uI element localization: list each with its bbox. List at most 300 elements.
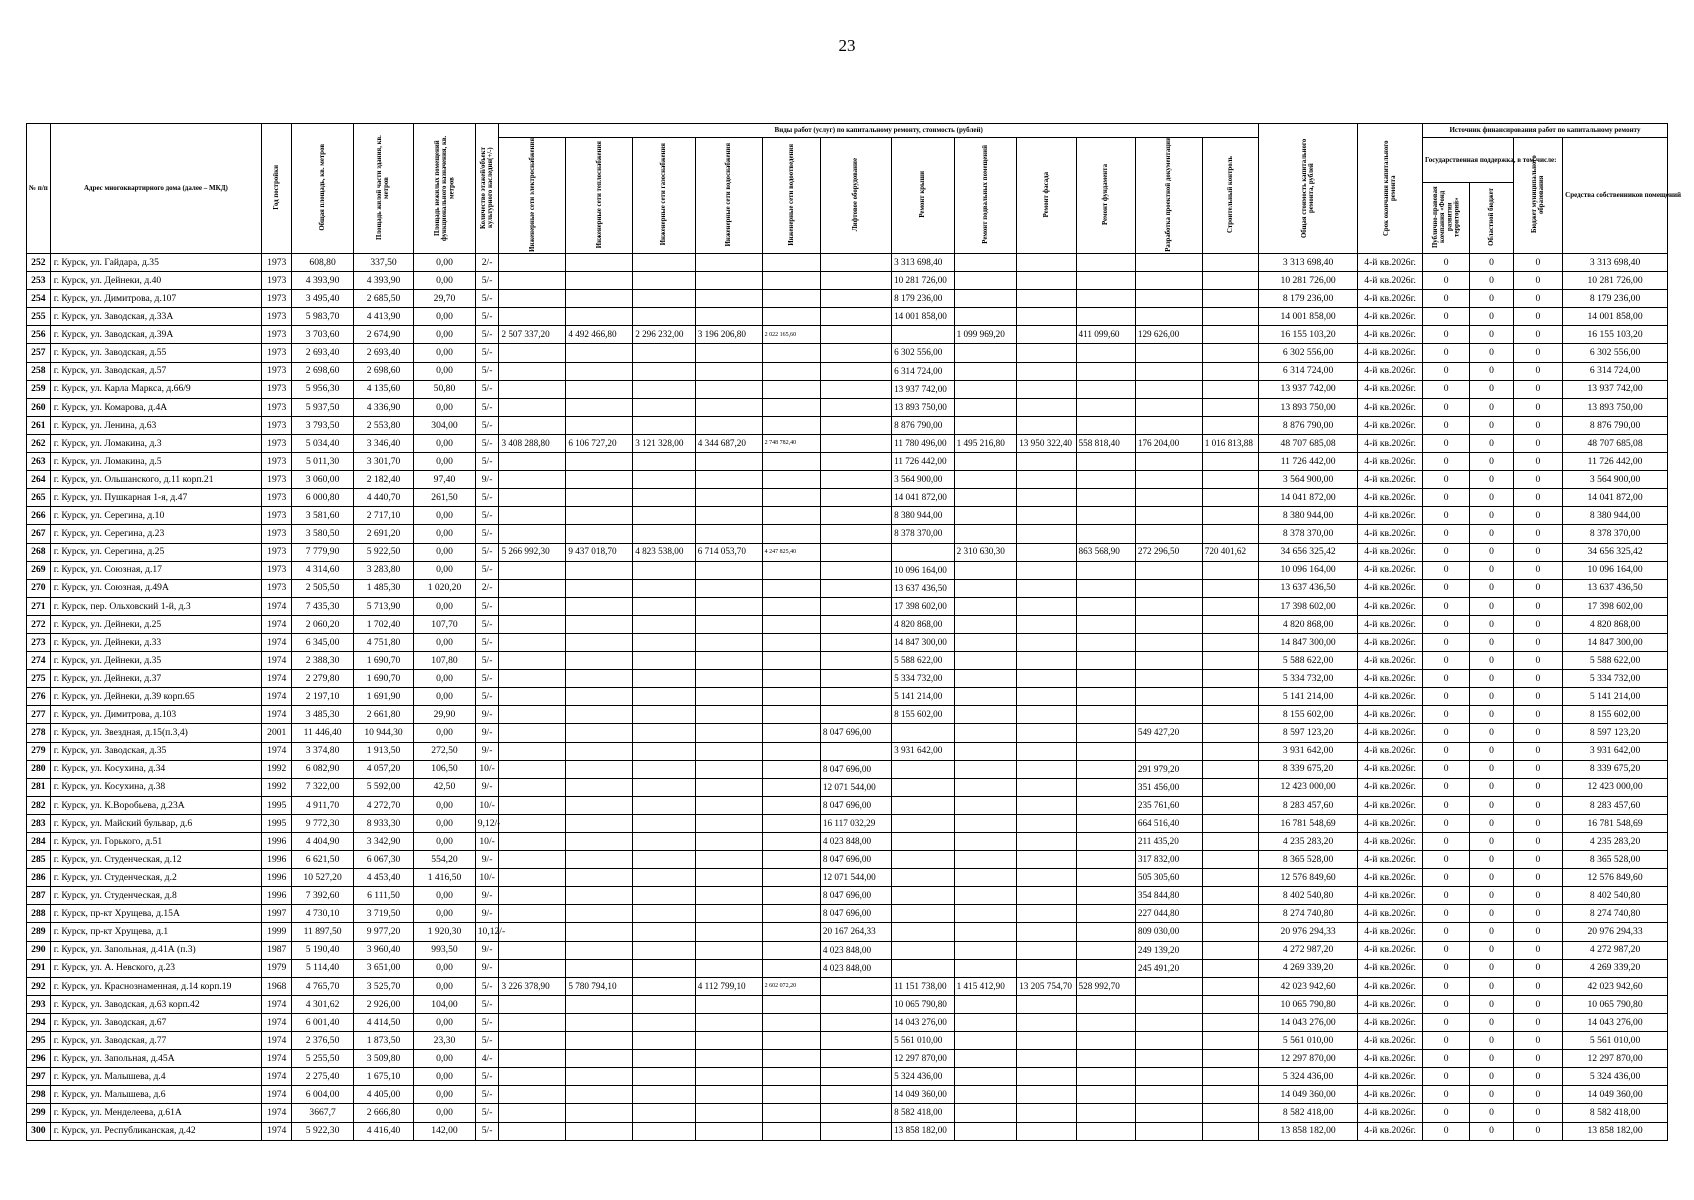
row-municipal: 0 <box>1513 887 1563 905</box>
row-deadline: 4-й кв.2026г. <box>1358 1068 1423 1086</box>
row-work-12 <box>1202 670 1258 688</box>
row-living-area: 5 592,00 <box>353 778 413 796</box>
row-total-area: 3 495,40 <box>292 290 353 308</box>
row-year: 1974 <box>262 742 292 760</box>
row-work-4 <box>695 1013 762 1031</box>
row-work-5 <box>762 706 820 724</box>
row-work-6 <box>820 471 891 489</box>
row-work-6 <box>820 742 891 760</box>
row-work-4 <box>695 398 762 416</box>
row-address: г. Курск, ул. Заводская, д.63 корп.42 <box>50 995 261 1013</box>
row-total-area: 11 446,40 <box>292 724 353 742</box>
row-deadline: 4-й кв.2026г. <box>1358 941 1423 959</box>
row-work-12 <box>1202 923 1258 941</box>
row-deadline: 4-й кв.2026г. <box>1358 561 1423 579</box>
row-regional: 0 <box>1470 272 1513 290</box>
row-total-cost: 14 049 360,00 <box>1258 1086 1357 1104</box>
row-total-cost: 16 781 548,69 <box>1258 814 1357 832</box>
row-work-5 <box>762 344 820 362</box>
row-work-5 <box>762 416 820 434</box>
row-deadline: 4-й кв.2026г. <box>1358 760 1423 778</box>
row-work-9 <box>1017 254 1076 272</box>
row-work-4 <box>695 525 762 543</box>
row-fund: 0 <box>1422 398 1469 416</box>
row-total-cost: 8 179 236,00 <box>1258 290 1357 308</box>
row-nonres-area: 0,00 <box>414 525 475 543</box>
row-total-area: 608,80 <box>292 254 353 272</box>
row-work-12 <box>1202 308 1258 326</box>
row-address: г. Курск, ул. Карла Маркса, д.66/9 <box>50 380 261 398</box>
row-year: 1974 <box>262 1104 292 1122</box>
row-work-8: 1 495 216,80 <box>954 434 1017 452</box>
row-total-cost: 5 324 436,00 <box>1258 1068 1357 1086</box>
row-floors: 2/- <box>475 254 499 272</box>
row-fund: 0 <box>1422 1068 1469 1086</box>
row-work-4 <box>695 453 762 471</box>
row-work-12 <box>1202 489 1258 507</box>
row-work-5 <box>762 724 820 742</box>
row-work-9 <box>1017 869 1076 887</box>
row-deadline: 4-й кв.2026г. <box>1358 1013 1423 1031</box>
row-year: 1973 <box>262 254 292 272</box>
row-work-8 <box>954 742 1017 760</box>
row-work-9 <box>1017 814 1076 832</box>
row-work-4 <box>695 1122 762 1140</box>
row-work-10 <box>1076 760 1135 778</box>
row-living-area: 4 405,00 <box>353 1086 413 1104</box>
row-work-12 <box>1202 869 1258 887</box>
row-year: 1973 <box>262 290 292 308</box>
row-living-area: 4 413,90 <box>353 308 413 326</box>
row-total-cost: 3 931 642,00 <box>1258 742 1357 760</box>
row-nonres-area: 0,00 <box>414 814 475 832</box>
row-work-3: 4 823 538,00 <box>633 543 696 561</box>
row-deadline: 4-й кв.2026г. <box>1358 489 1423 507</box>
row-work-4 <box>695 579 762 597</box>
row-total-cost: 8 378 370,00 <box>1258 525 1357 543</box>
row-work-1 <box>499 706 566 724</box>
row-work-4 <box>695 923 762 941</box>
row-work-8 <box>954 959 1017 977</box>
table-row <box>27 1104 1668 1122</box>
row-total-area: 6 004,00 <box>292 1086 353 1104</box>
row-work-4 <box>695 254 762 272</box>
row-total-area: 4 404,90 <box>292 833 353 851</box>
row-work-10: 528 992,70 <box>1076 977 1135 995</box>
row-floors: 5/- <box>475 977 499 995</box>
row-work-4 <box>695 380 762 398</box>
row-municipal: 0 <box>1513 652 1563 670</box>
row-year: 1973 <box>262 380 292 398</box>
row-work-8 <box>954 1068 1017 1086</box>
row-floors: 9/- <box>475 941 499 959</box>
row-address: г. Курск, ул. Пушкарная 1-я, д.47 <box>50 489 261 507</box>
row-year: 1997 <box>262 905 292 923</box>
row-deadline: 4-й кв.2026г. <box>1358 652 1423 670</box>
row-work-5 <box>762 688 820 706</box>
row-fund: 0 <box>1422 543 1469 561</box>
row-work-5 <box>762 380 820 398</box>
table-row <box>27 923 1668 941</box>
row-fund: 0 <box>1422 380 1469 398</box>
row-number: 272 <box>27 615 51 633</box>
row-work-1 <box>499 633 566 651</box>
row-total-area: 4 314,60 <box>292 561 353 579</box>
row-municipal: 0 <box>1513 344 1563 362</box>
row-regional: 0 <box>1470 543 1513 561</box>
row-year: 1992 <box>262 778 292 796</box>
row-municipal: 0 <box>1513 778 1563 796</box>
row-address: г. Курск, ул. Гайдара, д.35 <box>50 254 261 272</box>
row-work-8 <box>954 814 1017 832</box>
row-number: 300 <box>27 1122 51 1140</box>
row-work-6: 12 071 544,00 <box>820 869 891 887</box>
row-work-7: 6 314 724,00 <box>892 362 955 380</box>
row-work-7 <box>892 778 955 796</box>
row-work-7 <box>892 760 955 778</box>
row-work-2 <box>566 362 633 380</box>
row-number: 299 <box>27 1104 51 1122</box>
row-work-4 <box>695 633 762 651</box>
row-living-area: 3 525,70 <box>353 977 413 995</box>
row-number: 275 <box>27 670 51 688</box>
row-floors: 5/- <box>475 380 499 398</box>
row-floors: 5/- <box>475 507 499 525</box>
row-total-area: 4 911,70 <box>292 796 353 814</box>
row-address: г. Курск, ул. Майский бульвар, д.6 <box>50 814 261 832</box>
row-nonres-area: 0,00 <box>414 1068 475 1086</box>
row-year: 1995 <box>262 814 292 832</box>
row-work-3 <box>633 977 696 995</box>
row-work-8 <box>954 633 1017 651</box>
row-deadline: 4-й кв.2026г. <box>1358 290 1423 308</box>
row-work-1 <box>499 561 566 579</box>
table-row <box>27 724 1668 742</box>
row-municipal: 0 <box>1513 254 1563 272</box>
header-work-4: Инженерные сети водоснабжения <box>725 142 733 247</box>
row-owners: 6 302 556,00 <box>1563 344 1668 362</box>
row-work-3 <box>633 507 696 525</box>
row-work-5 <box>762 760 820 778</box>
row-work-12 <box>1202 1068 1258 1086</box>
row-total-cost: 12 297 870,00 <box>1258 1050 1357 1068</box>
row-work-9 <box>1017 633 1076 651</box>
row-work-6 <box>820 453 891 471</box>
row-year: 1974 <box>262 597 292 615</box>
row-floors: 5/- <box>475 416 499 434</box>
row-work-2 <box>566 308 633 326</box>
row-work-10 <box>1076 742 1135 760</box>
row-work-12 <box>1202 724 1258 742</box>
row-deadline: 4-й кв.2026г. <box>1358 362 1423 380</box>
row-work-7 <box>892 887 955 905</box>
row-nonres-area: 993,50 <box>414 941 475 959</box>
row-work-8 <box>954 272 1017 290</box>
row-floors: 5/- <box>475 1013 499 1031</box>
row-work-5 <box>762 453 820 471</box>
row-work-9 <box>1017 362 1076 380</box>
row-work-3 <box>633 796 696 814</box>
row-work-1 <box>499 760 566 778</box>
row-address: г. Курск, ул. Студенческая, д.8 <box>50 887 261 905</box>
row-work-11 <box>1135 579 1202 597</box>
row-municipal: 0 <box>1513 308 1563 326</box>
row-fund: 0 <box>1422 579 1469 597</box>
row-work-8 <box>954 471 1017 489</box>
row-address: г. Курск, ул. Запольная, д.41А (п.3) <box>50 941 261 959</box>
row-deadline: 4-й кв.2026г. <box>1358 833 1423 851</box>
row-floors: 5/- <box>475 434 499 452</box>
row-work-5 <box>762 615 820 633</box>
row-work-6: 8 047 696,00 <box>820 887 891 905</box>
row-work-12 <box>1202 742 1258 760</box>
row-total-area: 4 730,10 <box>292 905 353 923</box>
row-work-3 <box>633 941 696 959</box>
row-work-6 <box>820 615 891 633</box>
table-body <box>27 254 1668 1141</box>
row-work-1 <box>499 579 566 597</box>
row-work-3 <box>633 597 696 615</box>
row-work-2 <box>566 995 633 1013</box>
row-work-7: 13 858 182,00 <box>892 1122 955 1140</box>
row-work-1 <box>499 525 566 543</box>
row-living-area: 3 651,00 <box>353 959 413 977</box>
row-deadline: 4-й кв.2026г. <box>1358 887 1423 905</box>
row-living-area: 2 666,80 <box>353 1104 413 1122</box>
row-total-cost: 13 937 742,00 <box>1258 380 1357 398</box>
row-year: 1973 <box>262 344 292 362</box>
row-owners: 6 314 724,00 <box>1563 362 1668 380</box>
row-total-area: 4 765,70 <box>292 977 353 995</box>
row-living-area: 3 346,40 <box>353 434 413 452</box>
row-living-area: 1 485,30 <box>353 579 413 597</box>
row-work-10: 863 568,90 <box>1076 543 1135 561</box>
row-work-6 <box>820 579 891 597</box>
row-regional: 0 <box>1470 652 1513 670</box>
row-owners: 17 398 602,00 <box>1563 597 1668 615</box>
row-total-cost: 14 041 872,00 <box>1258 489 1357 507</box>
row-work-2 <box>566 633 633 651</box>
row-total-cost: 34 656 325,42 <box>1258 543 1357 561</box>
row-work-10 <box>1076 489 1135 507</box>
row-work-5 <box>762 525 820 543</box>
row-number: 289 <box>27 923 51 941</box>
row-regional: 0 <box>1470 941 1513 959</box>
row-work-11 <box>1135 1032 1202 1050</box>
row-work-7: 8 378 370,00 <box>892 525 955 543</box>
row-work-3 <box>633 724 696 742</box>
row-work-3 <box>633 1013 696 1031</box>
row-work-1 <box>499 1086 566 1104</box>
table-row <box>27 254 1668 272</box>
row-work-9 <box>1017 670 1076 688</box>
row-work-1 <box>499 869 566 887</box>
row-living-area: 4 135,60 <box>353 380 413 398</box>
row-work-10 <box>1076 959 1135 977</box>
row-work-1 <box>499 398 566 416</box>
row-address: г. Курск, ул. Менделеева, д.61А <box>50 1104 261 1122</box>
row-regional: 0 <box>1470 959 1513 977</box>
row-work-11: 549 427,20 <box>1135 724 1202 742</box>
row-work-9 <box>1017 615 1076 633</box>
row-work-2 <box>566 272 633 290</box>
row-work-7 <box>892 869 955 887</box>
row-work-2 <box>566 778 633 796</box>
row-work-10 <box>1076 308 1135 326</box>
row-municipal: 0 <box>1513 453 1563 471</box>
row-floors: 9/- <box>475 742 499 760</box>
row-regional: 0 <box>1470 308 1513 326</box>
row-regional: 0 <box>1470 1013 1513 1031</box>
row-deadline: 4-й кв.2026г. <box>1358 471 1423 489</box>
row-municipal: 0 <box>1513 597 1563 615</box>
row-total-cost: 10 096 164,00 <box>1258 561 1357 579</box>
row-work-6 <box>820 290 891 308</box>
row-work-10 <box>1076 615 1135 633</box>
row-work-12 <box>1202 796 1258 814</box>
row-nonres-area: 29,90 <box>414 706 475 724</box>
row-work-3 <box>633 1086 696 1104</box>
row-work-4 <box>695 742 762 760</box>
row-floors: 5/- <box>475 1032 499 1050</box>
row-floors: 4/- <box>475 1050 499 1068</box>
row-work-3 <box>633 308 696 326</box>
row-total-area: 3 581,60 <box>292 507 353 525</box>
row-work-2 <box>566 688 633 706</box>
row-work-6 <box>820 1050 891 1068</box>
row-work-4 <box>695 796 762 814</box>
row-work-7: 11 151 738,00 <box>892 977 955 995</box>
row-nonres-area: 29,70 <box>414 290 475 308</box>
row-work-12 <box>1202 905 1258 923</box>
row-deadline: 4-й кв.2026г. <box>1358 615 1423 633</box>
row-number: 261 <box>27 416 51 434</box>
row-work-11: 245 491,20 <box>1135 959 1202 977</box>
row-floors: 5/- <box>475 272 499 290</box>
row-deadline: 4-й кв.2026г. <box>1358 670 1423 688</box>
row-work-9 <box>1017 760 1076 778</box>
table-row <box>27 887 1668 905</box>
table-row <box>27 344 1668 362</box>
row-living-area: 1 675,10 <box>353 1068 413 1086</box>
table-row <box>27 706 1668 724</box>
row-work-8 <box>954 833 1017 851</box>
row-work-10 <box>1076 398 1135 416</box>
row-address: г. Курск, ул. Заводская, д.55 <box>50 344 261 362</box>
row-owners: 14 041 872,00 <box>1563 489 1668 507</box>
row-living-area: 2 661,80 <box>353 706 413 724</box>
row-work-5 <box>762 1013 820 1031</box>
row-work-2 <box>566 1104 633 1122</box>
row-work-6 <box>820 1122 891 1140</box>
row-work-9 <box>1017 905 1076 923</box>
row-work-7: 8 155 602,00 <box>892 706 955 724</box>
table-row <box>27 434 1668 452</box>
row-work-4 <box>695 1086 762 1104</box>
row-total-area: 6 621,50 <box>292 851 353 869</box>
row-living-area: 10 944,30 <box>353 724 413 742</box>
row-work-12 <box>1202 290 1258 308</box>
row-work-1 <box>499 489 566 507</box>
row-address: г. Курск, ул. Ольшанского, д.11 корп.21 <box>50 471 261 489</box>
row-work-6: 4 023 848,00 <box>820 833 891 851</box>
row-municipal: 0 <box>1513 995 1563 1013</box>
row-work-4 <box>695 887 762 905</box>
row-municipal: 0 <box>1513 272 1563 290</box>
row-owners: 8 597 123,20 <box>1563 724 1668 742</box>
row-work-9 <box>1017 471 1076 489</box>
row-deadline: 4-й кв.2026г. <box>1358 344 1423 362</box>
row-living-area: 4 393,90 <box>353 272 413 290</box>
row-floors: 9/- <box>475 851 499 869</box>
row-work-11: 505 305,60 <box>1135 869 1202 887</box>
table-row <box>27 778 1668 796</box>
row-total-cost: 6 302 556,00 <box>1258 344 1357 362</box>
row-work-11: 272 296,50 <box>1135 543 1202 561</box>
row-total-cost: 5 334 732,00 <box>1258 670 1357 688</box>
row-work-4 <box>695 416 762 434</box>
row-work-5 <box>762 652 820 670</box>
row-total-cost: 4 269 339,20 <box>1258 959 1357 977</box>
row-work-9 <box>1017 796 1076 814</box>
row-work-3 <box>633 254 696 272</box>
row-work-10: 558 818,40 <box>1076 434 1135 452</box>
row-work-12 <box>1202 380 1258 398</box>
row-work-11 <box>1135 471 1202 489</box>
row-number: 262 <box>27 434 51 452</box>
row-municipal: 0 <box>1513 1013 1563 1031</box>
row-work-1 <box>499 833 566 851</box>
row-address: г. Курск, ул. Комарова, д.4А <box>50 398 261 416</box>
row-regional: 0 <box>1470 380 1513 398</box>
row-work-7: 3 931 642,00 <box>892 742 955 760</box>
row-work-12 <box>1202 615 1258 633</box>
row-number: 291 <box>27 959 51 977</box>
row-work-8 <box>954 489 1017 507</box>
row-work-12 <box>1202 941 1258 959</box>
row-work-3 <box>633 615 696 633</box>
row-work-3 <box>633 995 696 1013</box>
row-year: 1973 <box>262 416 292 434</box>
row-number: 264 <box>27 471 51 489</box>
row-work-5 <box>762 995 820 1013</box>
row-regional: 0 <box>1470 615 1513 633</box>
row-work-12 <box>1202 778 1258 796</box>
row-work-6 <box>820 398 891 416</box>
row-number: 286 <box>27 869 51 887</box>
row-owners: 5 324 436,00 <box>1563 1068 1668 1086</box>
header-work-7: Ремонт крыши <box>919 171 927 218</box>
row-year: 1974 <box>262 633 292 651</box>
row-total-area: 5 114,40 <box>292 959 353 977</box>
row-work-7 <box>892 941 955 959</box>
row-nonres-area: 0,00 <box>414 434 475 452</box>
row-year: 1973 <box>262 471 292 489</box>
row-work-5 <box>762 308 820 326</box>
row-work-3 <box>633 272 696 290</box>
row-work-5 <box>762 398 820 416</box>
row-floors: 10/- <box>475 833 499 851</box>
row-fund: 0 <box>1422 434 1469 452</box>
row-work-4 <box>695 941 762 959</box>
row-work-1 <box>499 290 566 308</box>
row-nonres-area: 304,00 <box>414 416 475 434</box>
row-work-11 <box>1135 1013 1202 1031</box>
row-number: 256 <box>27 326 51 344</box>
row-living-area: 2 698,60 <box>353 362 413 380</box>
row-work-4 <box>695 615 762 633</box>
row-work-11 <box>1135 489 1202 507</box>
